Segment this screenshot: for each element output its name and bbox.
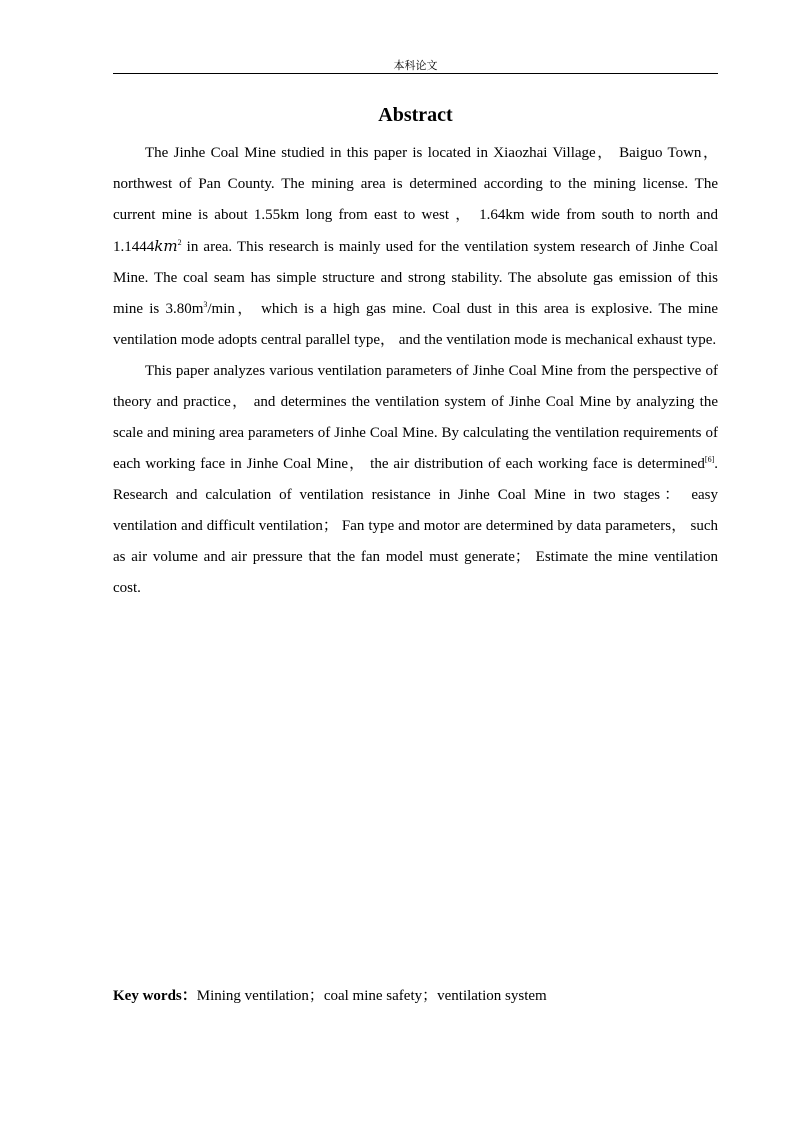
header-rule [113, 73, 718, 74]
area-unit-exponent: 2 [177, 238, 182, 247]
paragraph-2-text-b: . Research and calculation of ventilation resistance in Jinhe Coal Mine in two stages： easy ventilation and difficult ventilation； Fan type and motor are determined by data parameters， such as air volume and air pressure that the fan model must generate； Estimate the mine ventilation cost. [113, 456, 718, 596]
abstract-paragraph-2 [113, 356, 718, 604]
area-unit: km [154, 237, 178, 255]
abstract-paragraph-1 [113, 138, 718, 356]
citation-ref: [6] [704, 455, 715, 464]
page-header: 本科论文 [393, 59, 438, 72]
paragraph-1-text-a: The Jinhe Coal Mine studied in this paper is located in Xiaozhai Village， Baiguo Town， northwest of Pan County. The mining area is determined according to the mining license. The current mine is about 1.55km long from east to west ， 1.64km wide from south to north and 1.1444 [113, 145, 718, 255]
paragraph-1-text-c: /min， which is a high gas mine. Coal dust in this area is explosive. The mine ventilation mode adopts central parallel type， and the ventilation mode is mechanical exhaust type. [113, 301, 719, 348]
keywords-line [113, 984, 718, 1005]
abstract-title: Abstract [378, 104, 453, 126]
keywords-label: Key words： [113, 988, 197, 1004]
gas-unit-exponent: 3 [203, 300, 208, 309]
paragraph-1-text-b: in area. This research is mainly used for the ventilation system research of Jinhe Coal Mine. The coal seam has simple structure and strong stability. The absolute gas emission of this mine is 3.80m [113, 239, 718, 317]
keywords-value: Mining ventilation；coal mine safety；ventilation system [196, 988, 547, 1004]
abstract-body [113, 138, 718, 604]
paragraph-2-text-a: This paper analyzes various ventilation parameters of Jinhe Coal Mine from the perspective of theory and practice， and determines the ventilation system of Jinhe Coal Mine by analyzing the scale and mining area parameters of Jinhe Coal Mine. By calculating the ventilation requirements of each working face in Jinhe Coal Mine， the air distribution of each working face is determined [113, 363, 718, 472]
